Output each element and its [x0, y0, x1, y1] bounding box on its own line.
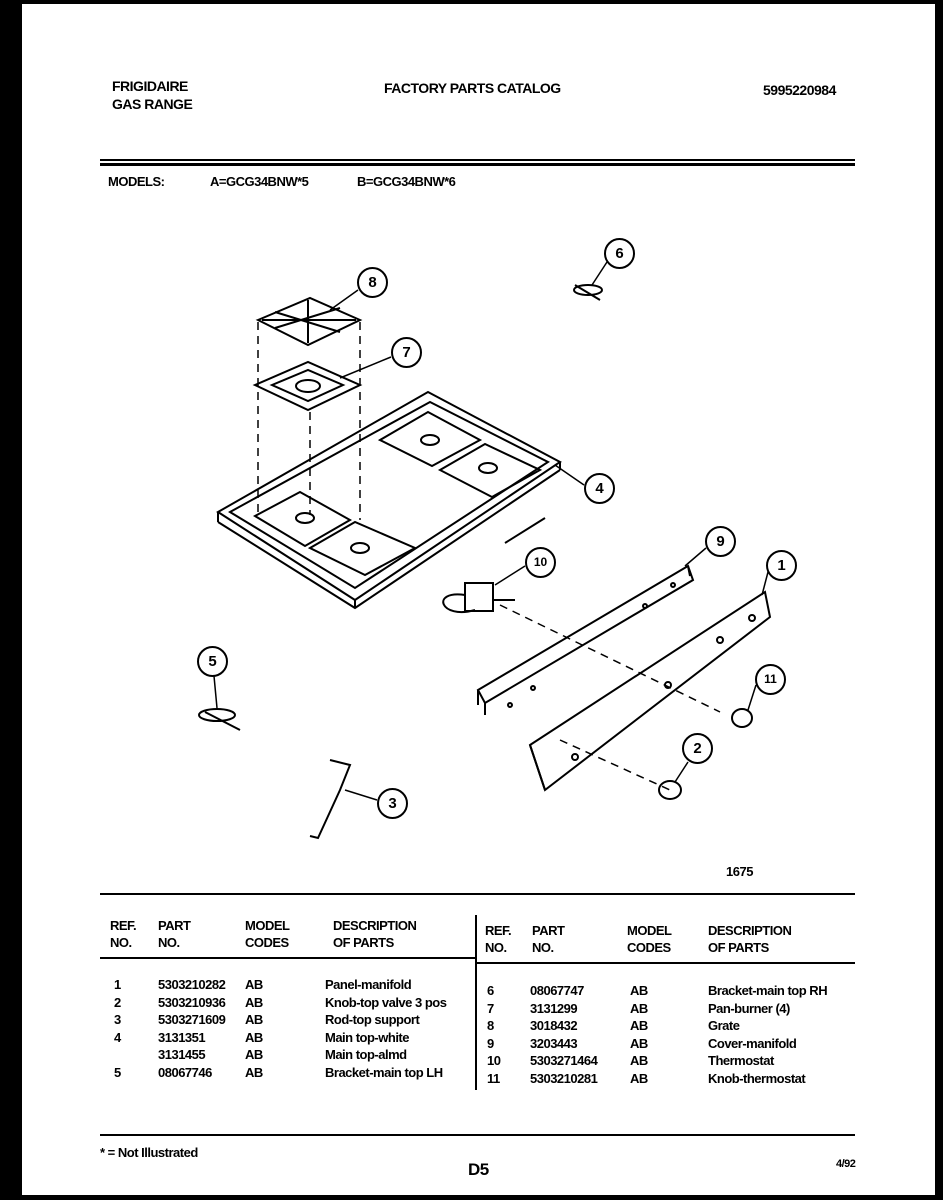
cell-part: 5303210281 [530, 1070, 598, 1086]
footer-rule [100, 1134, 855, 1136]
cell-desc: Knob-top valve 3 pos [325, 994, 447, 1010]
cell-ref: 5 [114, 1064, 121, 1080]
cell-ref: 2 [114, 994, 121, 1010]
revision-date: 4/92 [836, 1158, 856, 1170]
cell-model: AB [245, 1064, 263, 1080]
cell-model: AB [245, 1012, 263, 1027]
cell-ref: 3 [114, 1012, 121, 1027]
callout-4: 4 [584, 473, 615, 504]
cell-desc: Grate [708, 1018, 740, 1033]
header-part: PART [532, 923, 565, 938]
header-part-2: NO. [532, 940, 554, 955]
callout-8: 8 [357, 267, 388, 298]
cell-desc: Panel-manifold [325, 977, 412, 992]
cell-model: AB [630, 1070, 648, 1086]
cell-model: AB [630, 1018, 648, 1033]
knob-top-valve-part [659, 781, 681, 799]
cell-desc: Rod-top support [325, 1012, 420, 1027]
header-desc: DESCRIPTION [708, 923, 792, 938]
page-number: D5 [468, 1160, 489, 1179]
cell-part: 3131299 [530, 1000, 578, 1016]
header-model: MODEL [245, 918, 290, 933]
model-a: A=GCG34BNW*5 [210, 174, 309, 189]
pan-burner-part [255, 362, 360, 410]
header-part: PART [158, 918, 191, 933]
cell-desc: Knob-thermostat [708, 1070, 806, 1086]
cell-part: 3131455 [158, 1047, 206, 1062]
callout-3: 3 [377, 788, 408, 819]
cell-model: AB [630, 1053, 648, 1068]
left-header-rule [100, 957, 475, 959]
cell-desc: Main top-white [325, 1029, 409, 1045]
cell-ref: 8 [487, 1018, 494, 1033]
cell-part: 3018432 [530, 1018, 578, 1033]
product-name: GAS RANGE [112, 96, 193, 112]
header-part-2: NO. [158, 935, 180, 950]
cell-desc: Bracket-main top RH [708, 983, 828, 998]
callout-5: 5 [197, 646, 228, 677]
header-model: MODEL [627, 923, 672, 938]
cell-ref: 11 [487, 1070, 500, 1086]
cell-ref: 7 [487, 1000, 494, 1016]
cell-part: 3131351 [158, 1029, 206, 1045]
right-header-rule [477, 962, 855, 964]
callout-11: 11 [755, 664, 786, 695]
catalog-number: 5995220984 [763, 82, 836, 98]
callout-6: 6 [604, 238, 635, 269]
models-label: MODELS: [108, 174, 165, 189]
cell-desc: Thermostat [708, 1053, 774, 1068]
cell-part: 08067747 [530, 983, 584, 998]
cell-desc: Cover-manifold [708, 1035, 797, 1051]
not-illustrated-note: * = Not Illustrated [100, 1145, 198, 1160]
bracket-rh-part [574, 285, 602, 300]
cell-part: 3203443 [530, 1035, 578, 1051]
cell-ref: 1 [114, 977, 121, 992]
cell-model: AB [630, 1000, 648, 1016]
figure-number: 1675 [726, 864, 753, 879]
cell-model: AB [245, 994, 263, 1010]
header-desc: DESCRIPTION [333, 918, 417, 933]
cell-desc: Pan-burner (4) [708, 1000, 790, 1016]
header-desc-2: OF PARTS [333, 935, 394, 950]
cell-part: 5303210936 [158, 994, 226, 1010]
header-model-2: CODES [627, 940, 671, 955]
cell-part: 5303271464 [530, 1053, 598, 1068]
cell-ref: 10 [487, 1053, 501, 1068]
knob-thermostat-part [732, 709, 752, 727]
callout-9: 9 [705, 526, 736, 557]
cell-part: 08067746 [158, 1064, 212, 1080]
callout-7: 7 [391, 337, 422, 368]
cell-model: AB [245, 1029, 263, 1045]
cell-ref: 9 [487, 1035, 494, 1051]
model-b: B=GCG34BNW*6 [357, 174, 456, 189]
cell-desc: Bracket-main top LH [325, 1064, 443, 1080]
cell-ref: 4 [114, 1029, 121, 1045]
cell-part: 5303271609 [158, 1012, 226, 1027]
cover-manifold-part [478, 566, 693, 715]
cell-model: AB [245, 977, 263, 992]
header-ref: REF. [110, 918, 137, 933]
panel-manifold-part [530, 592, 770, 790]
header-desc-2: OF PARTS [708, 940, 769, 955]
header-ref-2: NO. [110, 935, 132, 950]
cell-ref: 6 [487, 983, 494, 998]
cell-desc: Main top-almd [325, 1047, 407, 1062]
table-top-rule [100, 893, 855, 895]
bracket-lh-part [199, 709, 240, 730]
cell-model: AB [630, 1035, 648, 1051]
callout-1: 1 [766, 550, 797, 581]
cell-model: AB [245, 1047, 263, 1062]
grate-part [258, 298, 360, 345]
rod-top-support-part [310, 760, 350, 838]
page-title: FACTORY PARTS CATALOG [384, 80, 561, 96]
cell-model: AB [630, 983, 648, 998]
callout-2: 2 [682, 733, 713, 764]
header-ref: REF. [485, 923, 512, 938]
table-column-divider [475, 915, 477, 1090]
header-model-2: CODES [245, 935, 289, 950]
callout-10: 10 [525, 547, 556, 578]
brand-name: FRIGIDAIRE [112, 78, 188, 94]
cell-part: 5303210282 [158, 977, 226, 992]
header-ref-2: NO. [485, 940, 507, 955]
